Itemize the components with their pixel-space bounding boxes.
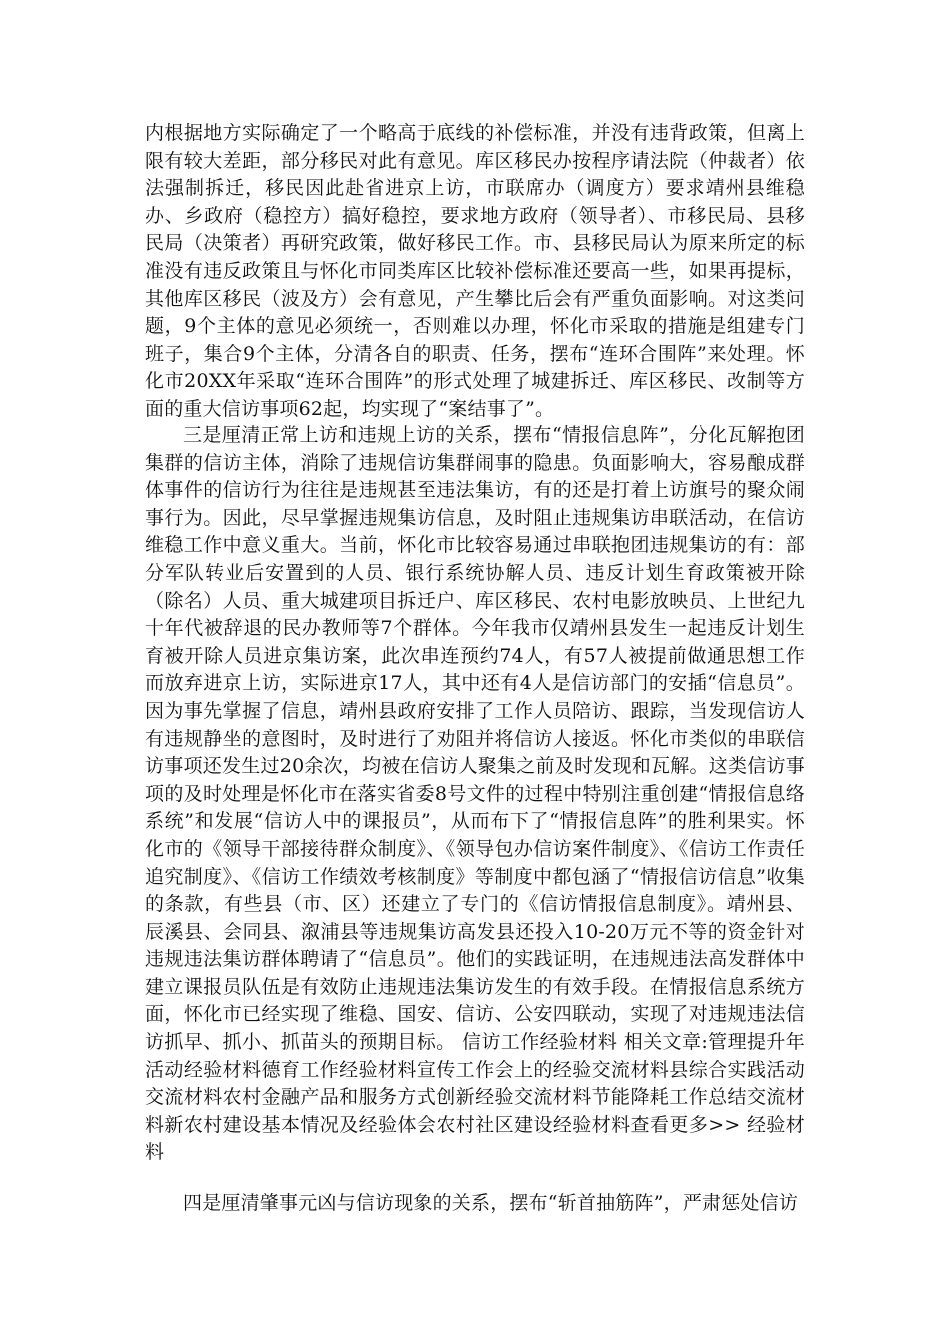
paragraph-ringleader: 四是厘清肇事元凶与信访现象的关系，摆布“斩首抽筋阵”，严肃惩处信访	[183, 1192, 799, 1214]
paragraph-compensation: 内根据地方实际确定了一个略高于底线的补偿标准，并没有违背政策，但离上限有较大差距，部分移民对此有意见。库区移民办按程序请法院（仲裁者）依法强制拆迁，移民因此赴省进京上访，市联席办（调度方）要求靖州县维稳办、乡政府（稳控方）搞好稳控，要求地方政府（领导者）、市移民局、县移民局（决策者）再研究政策，做好移民工作。市、县移民局认为原来所定的标准没有违反政策且与怀化市同类库区比较补偿标准还要高一些，如果再提标，其他库区移民（波及方）会有意见，产生攀比后会有严重负面影响。对这类问题，9个主体的意见必须统一，否则难以办理，怀化市采取的措施是组建专门班子，集合9个主体，分清各自的职责、任务，摆布“连环合围阵”来处理。怀化市20XX年采取“连环合围阵”的形式处理了城建拆迁、库区移民、改制等方面的重大信访事项62起，均实现了“案结事了”。	[145, 122, 805, 420]
paragraph-intelligence-array: 三是厘清正常上访和违规上访的关系，摆布“情报信息阵”，分化瓦解抱团集群的信访主体，消除了违规信访集群闹事的隐患。负面影响大，容易酿成群体事件的信访行为往往是违规甚至违法集访，有的还是打着上访旗号的聚众闹事行为。因此，尽早掌握违规集访信息，及时阻止违规集访串联活动，在信访维稳工作中意义重大。当前，怀化市比较容易通过串联抱团违规集访的有：部分军队转业后安置到的人员、银行系统协解人员、违反计划生育政策被开除（除名）人员、重大城建项目拆迁户、库区移民、农村电影放映员、上世纪九十年代被辞退的民办教师等7个群体。今年我市仅靖州县发生一起违反计划生育被开除人员进京集访案，此次串连预约74人，有57人被提前做通思想工作而放弃进京上访，实际进京17人，其中还有4人是信访部门的安插“信息员”。因为事先掌握了信息，靖州县政府安排了工作人员陪访、跟踪，当发现信访人有违规静坐的意图时，及时进行了劝阻并将信访人接返。怀化市类似的串联信访事项还发生过20余次，均被在信访人聚集之前及时发现和瓦解。这类信访事项的及时处理是怀化市在落实省委8号文件的过程中特别注重创建“情报信息络系统”和发展“信访人中的课报员”，从而布下了“情报信息阵”的胜利果实。怀化市的《领导干部接待群众制度》、《领导包办信访案件制度》、《信访工作责任追究制度》、《信访工作绩效考核制度》等制度中都包涵了“情报信访信息”收集的条款，有些县（市、区）还建立了专门的《信访情报信息制度》。靖州县、辰溪县、会同县、溆浦县等违规集访高发县还投入10-20万元不等的资金针对违规违法集访群体聘请了“信息员”。他们的实践证明，在违规违法高发群体中建立课报员队伍是有效防止违规违法集访发生的有效手段。在情报信息系统方面，怀化市已经实现了维稳、国安、信访、公安四联动，实现了对违规违法信访抓早、抓小、抓苗头的预期目标。 信访工作经验材料 相关文章:管理提升年活动经验材料德育工作经验材料宣传工作会上的经验交流材料县综合实践活动交流材料农村金融产品和服务方式创新经验交流材料节能降耗工作总结交流材料新农村建设基本情况及经验体会农村社区建设经验材料查看更多>> 经验材料	[145, 424, 805, 1164]
